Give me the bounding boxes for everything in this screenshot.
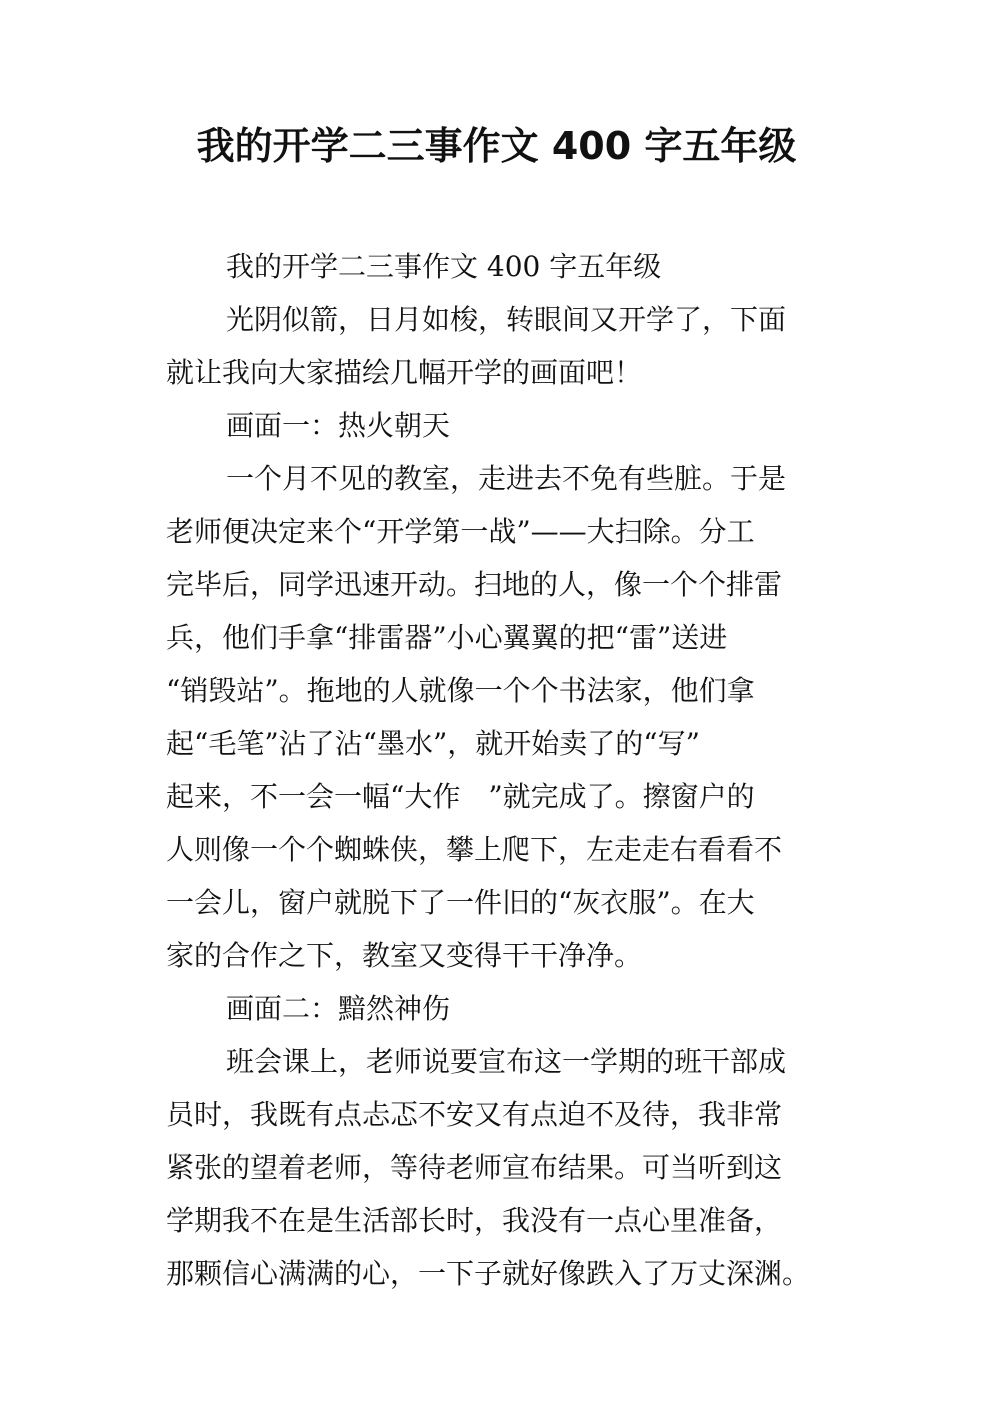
text-line: 那颗信心满满的心，一下子就好像跌入了万丈深渊。: [166, 1257, 811, 1290]
text-line: 就让我向大家描绘几幅开学的画面吧！: [166, 356, 643, 389]
text-line: 光阴似箭，日月如梭，转眼间又开学了，下面: [226, 303, 787, 336]
text-line: 画面一：热火朝天: [226, 409, 451, 442]
text-line: 起“毛笔”沾了沾“墨水”，就开始卖了的“写”: [166, 727, 700, 760]
text-line: 一会儿，窗户就脱下了一件旧的“灰衣服”。在大: [166, 886, 755, 919]
text-line: 家的合作之下，教室又变得干干净净。: [166, 939, 643, 972]
text-line: 完毕后，同学迅速开动。扫地的人，像一个个排雷: [166, 568, 783, 601]
text-line: 员时，我既有点忐忑不安又有点迫不及待，我非常: [166, 1098, 783, 1131]
text-line: 起来，不一会一幅“大作 ”就完成了。擦窗户的: [166, 780, 755, 813]
text-line: 一个月不见的教室，走进去不免有些脏。于是: [226, 462, 787, 495]
text-line: 画面二：黯然神伤: [226, 992, 451, 1025]
text-line: 兵，他们手拿“排雷器”小心翼翼的把“雷”送进: [166, 621, 728, 654]
text-line: 班会课上，老师说要宣布这一学期的班干部成: [226, 1045, 787, 1078]
page-title: 我的开学二三事作文 400 字五年级: [196, 124, 797, 168]
text-line: 我的开学二三事作文 400 字五年级: [226, 250, 662, 283]
text-line: “销毁站”。拖地的人就像一个个书法家，他们拿: [166, 674, 755, 707]
text-line: 学期我不在是生活部长时，我没有一点心里准备，: [166, 1204, 783, 1237]
text-line: 老师便决定来个“开学第一战”——大扫除。分工: [166, 515, 755, 548]
document-body: [166, 240, 836, 1300]
text-line: 人则像一个个蜘蛛侠，攀上爬下，左走走右看看不: [166, 833, 783, 866]
text-line: 紧张的望着老师，等待老师宣布结果。可当听到这: [166, 1151, 783, 1184]
